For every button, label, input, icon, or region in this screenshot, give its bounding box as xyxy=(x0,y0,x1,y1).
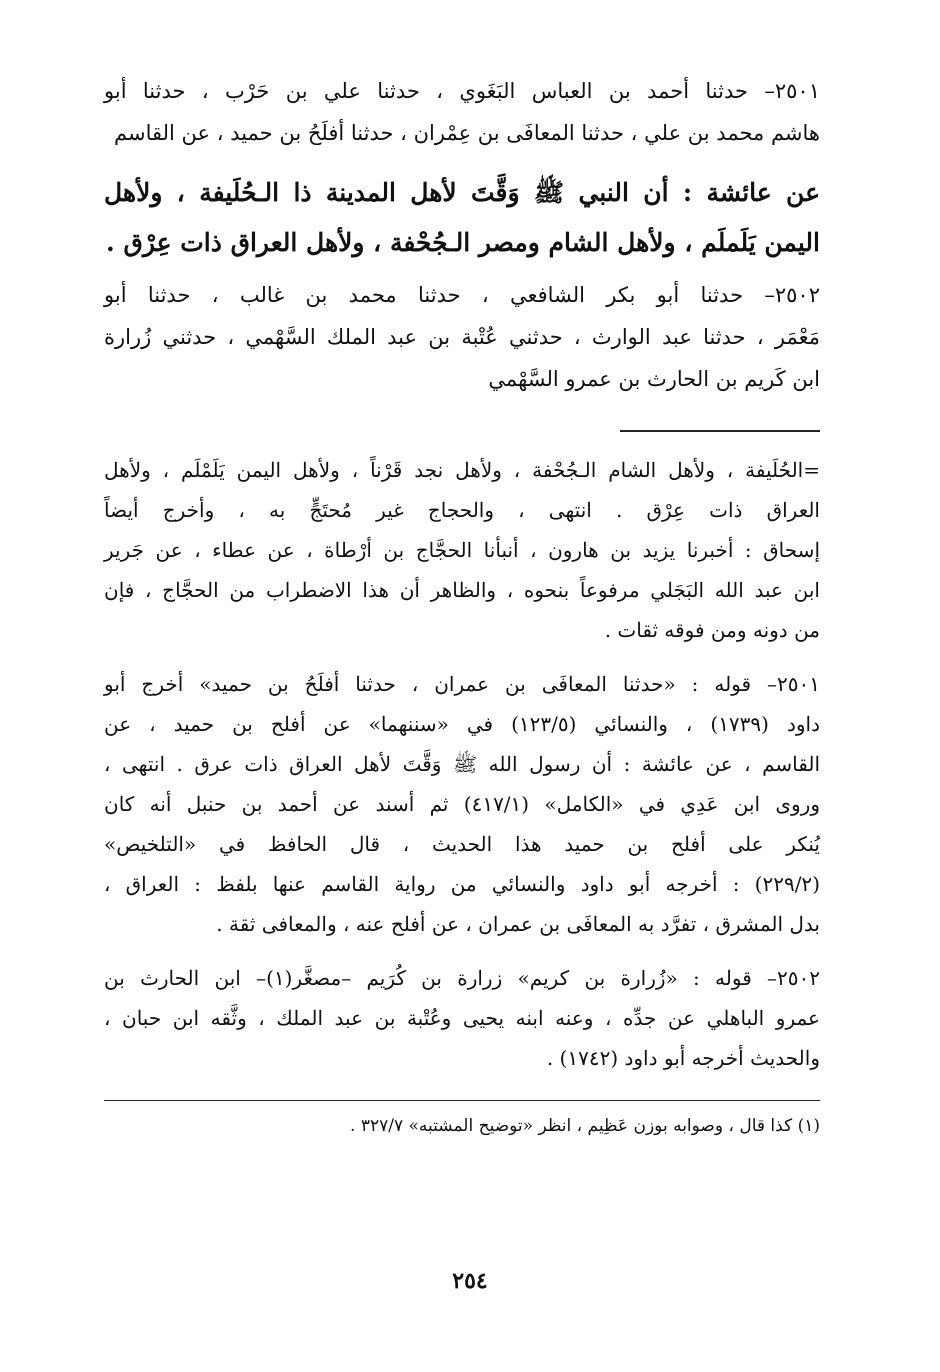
text-line: ٢٥٠١– حدثنا أحمد بن العباس البَغَوي ، حدثنا علي بن حَرْب ، حدثنا أبو xyxy=(104,79,820,103)
commentary-note-2502 xyxy=(104,958,820,1078)
text-line: وروى ابن عَدِي في «الكامل» (٤١٧/١) ثم أسند عن أحمد بن حنبل أنه كان xyxy=(104,792,821,816)
text-line: مَعْمَر ، حدثنا عبد الوارث ، حدثني عُتْبة بن عبد الملك السَّهْمي ، حدثني زُرارة xyxy=(104,325,820,349)
footnote-text: (١) كذا قال ، وصوابه بوزن عَظِيم ، انظر «توضيح المشتبه» ٣٢٧/٧ . xyxy=(350,1116,820,1136)
commentary-section xyxy=(104,450,820,1078)
text-line: العراق ذات عِرْق . انتهى ، والحجاج غير مُحتَجٍّ به ، وأخرج أيضاً xyxy=(104,498,820,522)
text-line: عمرو الباهلي عن جدِّه ، وعنه ابنه يحيى وعُتْبة بن عبد الملك ، وثَّقه ابن حبان ، xyxy=(104,1006,820,1030)
page-body xyxy=(104,70,820,1143)
commentary-note-2501 xyxy=(104,664,820,944)
text-line: عن عائشة : أن النبي ﷺ وَقَّتَ لأهل المدينة ذا الـحُلَيفة ، ولأهل xyxy=(104,178,820,207)
commentary-continuation xyxy=(104,450,820,650)
hadith-2501-matn xyxy=(104,168,820,268)
commentary-separator xyxy=(620,430,820,432)
paragraph-gap xyxy=(104,650,820,664)
text-line: يُنكر على أفلح بن حميد هذا الحديث ، قال الحافظ في «التلخيص» xyxy=(104,832,820,856)
text-line: من دونه ومن فوقه ثقات . xyxy=(604,618,820,642)
text-line: داود (١٧٣٩) ، والنسائي (١٢٣/٥) في «سننهما» عن أفلح بن حميد ، عن xyxy=(104,712,820,736)
text-line: بدل المشرق ، تفرَّد به المعافَى بن عمران ، عن أفلح عنه ، والمعافى ثقة . xyxy=(216,912,820,936)
hadith-2501-chain xyxy=(104,70,820,154)
footnote xyxy=(104,1109,820,1143)
hadith-2502-chain xyxy=(104,274,820,400)
text-line: ٢٥٠٢– حدثنا أبو بكر الشافعي ، حدثنا محمد بن غالب ، حدثنا أبو xyxy=(104,283,820,307)
text-line: ابن عبد الله البَجَلي مرفوعاً بنحوه ، والظاهر أن هذا الاضطراب من الحجَّاج ، فإن xyxy=(104,578,820,602)
text-line: ٢٥٠١– قوله : «حدثنا المعافَى بن عمران ، حدثنا أفلَحُ بن حميد» أخرج أبو xyxy=(104,672,820,696)
text-line: =الحُلَيفة ، ولأهل الشام الـجُحْفة ، ولأهل نجد قَرْناً ، ولأهل اليمن يَلَمْلَم ، ولأهل xyxy=(104,458,820,482)
text-line: والحديث أخرجه أبو داود (١٧٤٢) . xyxy=(546,1046,820,1070)
page-number: ٢٥٤ xyxy=(452,1268,488,1294)
text-line: إسحاق : أخبرنا يزيد بن هارون ، أنبأنا الحجَّاج بن أرْطاة ، عن عطاء ، عن جَرير xyxy=(104,538,820,562)
text-line: ابن كَريم بن الحارث بن عمرو السَّهْمي xyxy=(488,367,820,391)
paragraph-gap xyxy=(104,944,820,958)
text-line: اليمن يَلَملَم ، ولأهل الشام ومصر الـجُحْفة ، ولأهل العراق ذات عِرْق . xyxy=(106,228,820,257)
text-line: هاشم محمد بن علي ، حدثنا المعافَى بن عِمْران ، حدثنا أفلَحُ بن حميد ، عن القاسم xyxy=(114,121,820,145)
text-line: (٢٢٩/٢) : أخرجه أبو داود والنسائي من رواية القاسم عنها بلفظ : العراق ، xyxy=(104,872,820,896)
text-line: ٢٥٠٢– قوله : «زُرارة بن كريم» زرارة بن كُرَيم –مصغَّر(١)– ابن الحارث بن xyxy=(104,966,820,990)
text-line: القاسم ، عن عائشة : أن رسول الله ﷺ وَقَّتَ لأهل العراق ذات عرق . انتهى ، xyxy=(104,752,820,776)
footnote-separator xyxy=(104,1100,820,1101)
